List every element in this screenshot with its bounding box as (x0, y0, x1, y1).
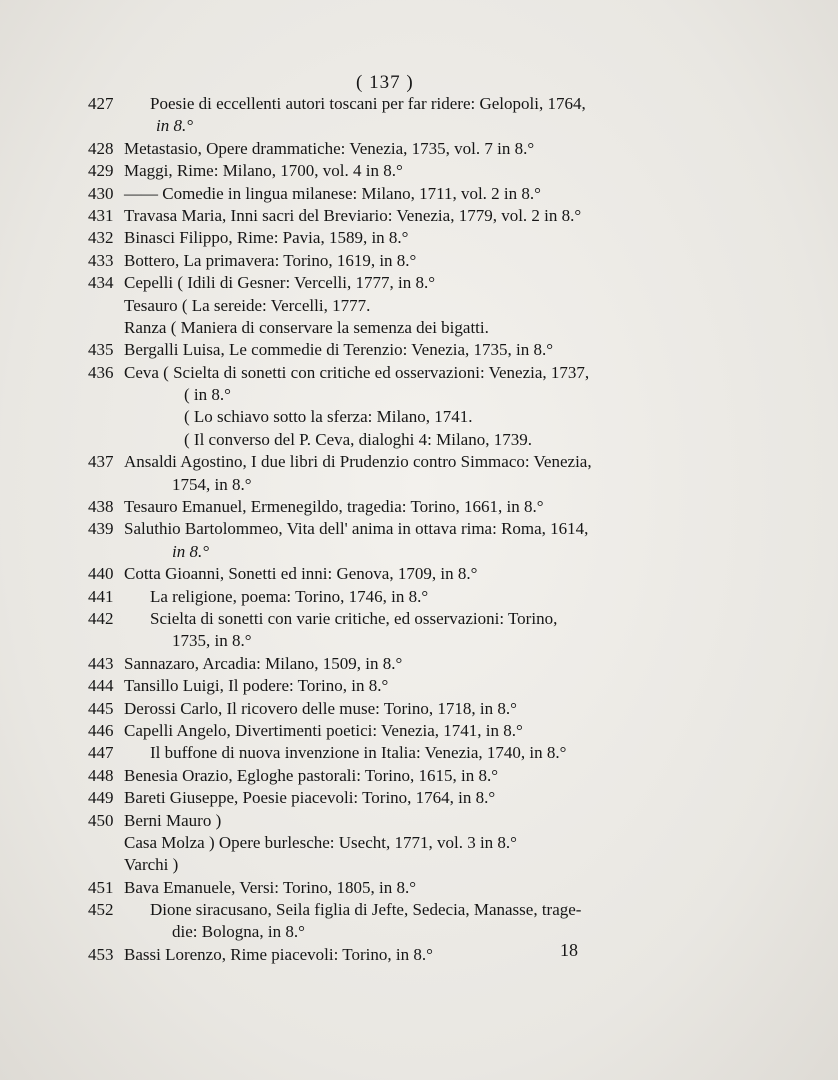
entry-437-continuation (88, 474, 698, 496)
entry-number: 448 (88, 765, 114, 785)
entry-number: 443 (88, 653, 114, 673)
entry-number: 452 (88, 900, 114, 920)
entry-430 (88, 183, 698, 205)
entry-text: Ceva ( Scielta di sonetti con critiche ed osservazioni: Venezia, 1737, (124, 362, 590, 382)
entry-continuation: 1735, in 8.° (172, 631, 252, 651)
entry-438 (88, 496, 698, 518)
entry-434-line-3 (88, 317, 698, 339)
entry-number: 427 (88, 94, 114, 113)
entry-428 (88, 138, 698, 160)
entry-subline: ( Lo schiavo sotto la sferza: Milano, 1741. (184, 407, 473, 427)
entry-number: 445 (88, 698, 114, 718)
entry-continuation: die: Bologna, in 8.° (172, 922, 305, 942)
entry-number: 442 (88, 608, 114, 628)
entry-number: 439 (88, 519, 114, 539)
entry-449 (88, 787, 698, 809)
entry-text: Bava Emanuele, Versi: Torino, 1805, in 8.° (124, 877, 417, 897)
entry-number: 428 (88, 138, 114, 158)
entry-439 (88, 518, 698, 540)
entry-subline: Varchi ) (124, 855, 179, 875)
entry-number: 429 (88, 161, 114, 181)
entry-445 (88, 698, 698, 720)
entry-number: 432 (88, 228, 114, 248)
entry-subline: Casa Molza ) Opere burlesche: Usecht, 1771, vol. 3 in 8.° (124, 832, 517, 852)
entry-436-line-4 (88, 429, 698, 451)
entry-443 (88, 653, 698, 675)
catalogue-entries (88, 93, 698, 966)
entry-text: Tesauro Emanuel, Ermenegildo, tragedia: Torino, 1661, in 8.° (124, 497, 544, 517)
entry-436 (88, 362, 698, 384)
entry-452 (88, 899, 698, 921)
entry-text: Binasci Filippo, Rime: Pavia, 1589, in 8.° (124, 228, 409, 248)
entry-text: La religione, poema: Torino, 1746, in 8.° (150, 586, 429, 606)
entry-text: Il buffone di nuova invenzione in Italia: Venezia, 1740, in 8.° (150, 743, 567, 763)
entry-427 (88, 93, 698, 115)
entry-continuation: in 8.° (172, 541, 210, 561)
entry-text: Benesia Orazio, Egloghe pastorali: Torino, 1615, in 8.° (124, 765, 499, 785)
entry-text: —— Comedie in lingua milanese: Milano, 1711, vol. 2 in 8.° (124, 183, 541, 203)
entry-number: 449 (88, 788, 114, 808)
entry-subline: ( Il converso del P. Ceva, dialoghi 4: Milano, 1739. (184, 429, 532, 449)
entry-450 (88, 810, 698, 832)
entry-text: Sannazaro, Arcadia: Milano, 1509, in 8.° (124, 653, 403, 673)
page-number: ( 137 ) (356, 72, 414, 93)
entry-number: 430 (88, 183, 114, 203)
entry-number: 433 (88, 250, 114, 270)
entry-number: 447 (88, 743, 114, 763)
entry-text: Cotta Gioanni, Sonetti ed inni: Genova, 1709, in 8.° (124, 564, 478, 584)
entry-text: Poesie di eccellenti autori toscani per far ridere: Gelopoli, 1764, (150, 94, 586, 113)
entry-number: 453 (88, 944, 114, 964)
entry-450-line-3 (88, 854, 698, 876)
entry-446 (88, 720, 698, 742)
entry-448 (88, 765, 698, 787)
entry-subline: ( in 8.° (184, 385, 231, 405)
entry-442-continuation (88, 630, 698, 652)
entry-452-continuation (88, 921, 698, 943)
entry-number: 446 (88, 720, 114, 740)
entry-text: Dione siracusano, Seila figlia di Jefte, Sedecia, Manasse, trage- (150, 900, 582, 920)
entry-number: 437 (88, 452, 114, 472)
entry-text: Capelli Angelo, Divertimenti poetici: Venezia, 1741, in 8.° (124, 720, 523, 740)
entry-number: 438 (88, 497, 114, 517)
entry-432 (88, 227, 698, 249)
entry-436-line-2 (88, 384, 698, 406)
entry-442 (88, 608, 698, 630)
entry-subline: Ranza ( Maniera di conservare la semenza dei bigatti. (124, 317, 489, 337)
entry-number: 450 (88, 810, 114, 830)
entry-number: 434 (88, 273, 114, 293)
entry-text: Tansillo Luigi, Il podere: Torino, in 8.° (124, 676, 389, 696)
entry-444 (88, 675, 698, 697)
entry-text: Scielta di sonetti con varie critiche, ed osservazioni: Torino, (150, 608, 558, 628)
entry-450-line-2 (88, 832, 698, 854)
entry-subline: Tesauro ( La sereide: Vercelli, 1777. (124, 295, 371, 315)
entry-text: Maggi, Rime: Milano, 1700, vol. 4 in 8.° (124, 161, 403, 181)
entry-number: 436 (88, 362, 114, 382)
entry-447 (88, 742, 698, 764)
entry-number: 431 (88, 205, 114, 225)
entry-439-continuation (88, 541, 698, 563)
entry-continuation: 1754, in 8.° (172, 474, 252, 494)
entry-text: Bassi Lorenzo, Rime piacevoli: Torino, in 8.° (124, 944, 433, 964)
entry-453 (88, 944, 698, 966)
entry-text: Ansaldi Agostino, I due libri di Prudenzio contro Simmaco: Venezia, (124, 452, 592, 472)
entry-434-line-2 (88, 295, 698, 317)
entry-text: Travasa Maria, Inni sacri del Breviario: Venezia, 1779, vol. 2 in 8.° (124, 205, 582, 225)
entry-text: Derossi Carlo, Il ricovero delle muse: Torino, 1718, in 8.° (124, 698, 517, 718)
entry-433 (88, 250, 698, 272)
entry-440 (88, 563, 698, 585)
entry-continuation: in 8.° (156, 116, 194, 136)
entry-text: Bottero, La primavera: Torino, 1619, in 8.° (124, 250, 417, 270)
entry-431 (88, 205, 698, 227)
entry-441 (88, 586, 698, 608)
entry-427-continuation (88, 115, 698, 137)
entry-text: Cepelli ( Idili di Gesner: Vercelli, 1777, in 8.° (124, 273, 436, 293)
entry-number: 435 (88, 340, 114, 360)
entry-text: Metastasio, Opere drammatiche: Venezia, 1735, vol. 7 in 8.° (124, 138, 535, 158)
entry-number: 440 (88, 564, 114, 584)
entry-text: Bareti Giuseppe, Poesie piacevoli: Torino, 1764, in 8.° (124, 788, 496, 808)
entry-text: Bergalli Luisa, Le commedie di Terenzio: Venezia, 1735, in 8.° (124, 340, 554, 360)
entry-436-line-3 (88, 406, 698, 428)
entry-number: 444 (88, 676, 114, 696)
entry-text: Berni Mauro ) (124, 810, 222, 830)
entry-437 (88, 451, 698, 473)
entry-number: 441 (88, 586, 114, 606)
entry-429 (88, 160, 698, 182)
entry-451 (88, 877, 698, 899)
entry-number: 451 (88, 877, 114, 897)
entry-text: Saluthio Bartolommeo, Vita dell' anima in ottava rima: Roma, 1614, (124, 519, 589, 539)
entry-435 (88, 339, 698, 361)
entry-434 (88, 272, 698, 294)
signature-mark: 18 (560, 940, 578, 960)
